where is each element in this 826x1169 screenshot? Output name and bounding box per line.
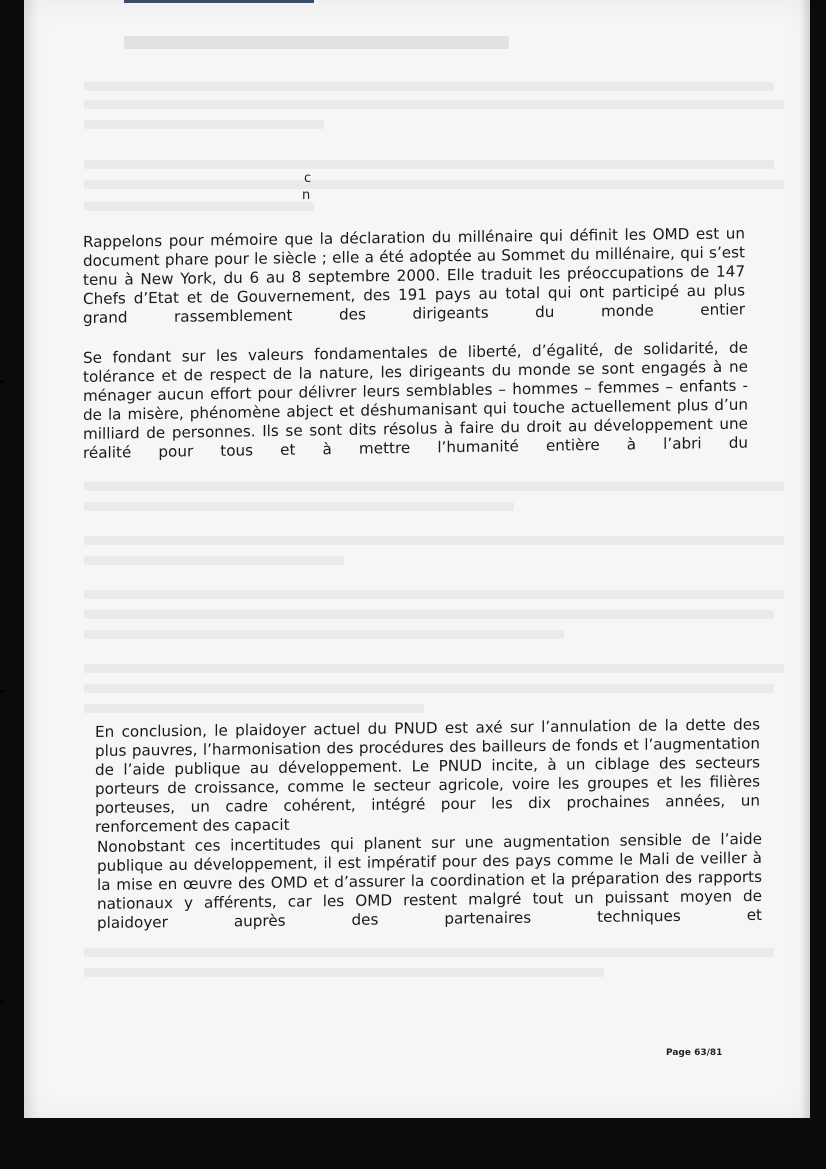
paragraph-uncertainties: Nonobstant ces incertitudes qui planent sur une augmentation sensible de l’aide publique au développement, il est impératif pour des pays comme le Mali de veiller à la mise en œuvre des OMD et d’assurer la coordination et la préparation des rapports nationaux y afférents, car les OMD restent malgré tout un puissant moyen de plaidoyer auprès des partenaires techniques et	[97, 829, 762, 932]
faded-line	[84, 948, 774, 957]
faded-line	[84, 556, 344, 565]
faded-line	[84, 704, 424, 713]
page-right-shadow	[800, 0, 810, 1118]
faded-line	[84, 502, 514, 511]
faded-heading	[124, 36, 509, 49]
text-fragment-n: n	[302, 188, 311, 203]
faded-line	[84, 120, 324, 129]
faded-line	[84, 160, 774, 169]
faded-line	[84, 202, 314, 211]
text-fragment-c: c	[304, 171, 312, 186]
faded-line	[84, 590, 784, 599]
faded-line	[84, 610, 774, 619]
faded-line	[84, 82, 774, 91]
scan-mark	[0, 380, 4, 383]
scan-mark	[0, 1000, 4, 1003]
faded-line	[84, 684, 774, 693]
paragraph-millennium-declaration: Rappelons pour mémoire que la déclaration du millénaire qui définit les OMD est un document phare pour le siècle ; elle a été adoptée au Sommet du millénaire, qui s’est tenu à New York, du 6 au 8 septembre 2000. Elle traduit les préoccupations de 147 Chefs d’Etat et de Gouvernement, des 191 pays au total qui ont participé au plus grand rassemblement des dirigeants du monde entier	[83, 224, 745, 327]
faded-line	[84, 100, 784, 109]
faded-line	[84, 664, 784, 673]
faded-line	[84, 536, 784, 545]
page-left-shadow	[24, 0, 38, 1118]
paragraph-fundamental-values: Se fondant sur les valeurs fondamentales de liberté, d’égalité, de solidarité, de tolérance et de respect de la nature, les dirigeants du monde se sont engagés à ne ménager aucun effort pour délivrer leurs semblables – hommes – femmes – enfants - de la misère, phénomène abject et déshumanisant qui touche actuellement plus d’un milliard de personnes. Ils se sont dits résolus à faire du droit au développement une réalité pour tous et à mettre l’humanité entière à l’abri du	[83, 338, 748, 462]
page-number: Page 63/81	[666, 1048, 723, 1058]
scan-top-strip	[124, 0, 314, 3]
faded-line	[84, 180, 784, 189]
faded-line	[84, 968, 604, 977]
paragraph-conclusion-pnud: En conclusion, le plaidoyer actuel du PNUD est axé sur l’annulation de la dette des plus pauvres, l’harmonisation des procédures des bailleurs de fonds et l’augmentation de l’aide publique au développement. Le PNUD incite, à un ciblage des secteurs porteurs de croissance, comme le secteur agricole, voire les groupes et les filières porteuses, un cadre cohérent, intégré pour les dix prochaines années, un renforcement des capacit	[95, 715, 760, 836]
scan-mark	[0, 690, 4, 693]
faded-line	[84, 630, 564, 639]
faded-line	[84, 482, 784, 491]
document-page	[24, 0, 810, 1118]
